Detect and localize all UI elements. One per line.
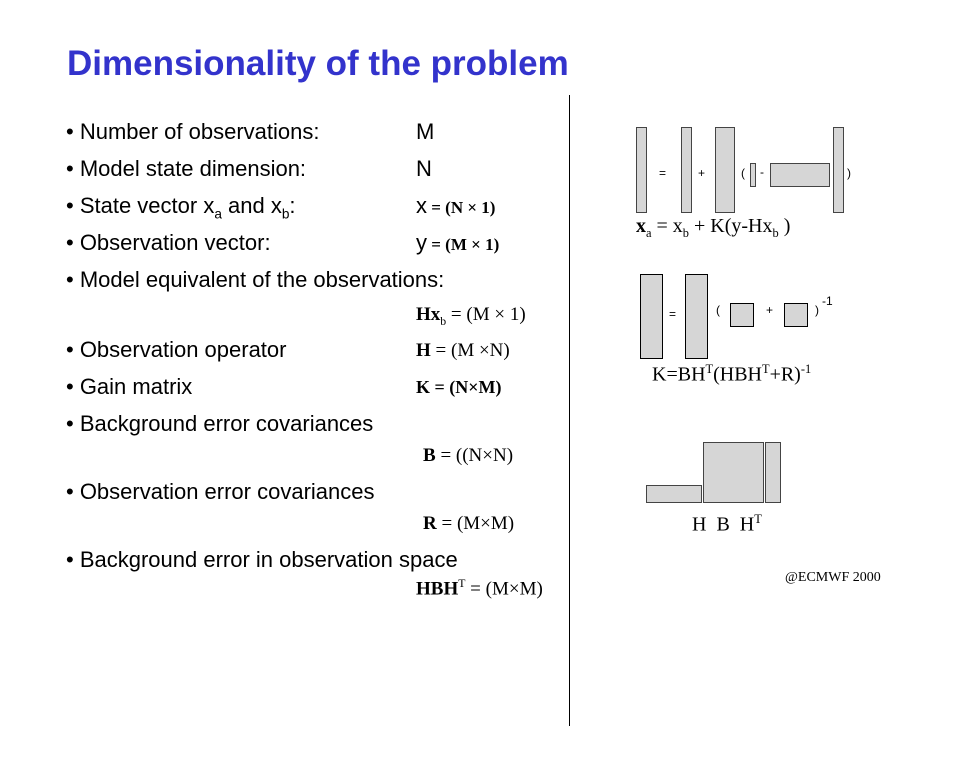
bullet-number-of-observations: • Number of observations: [66, 119, 320, 144]
bullet-model-equivalent: • Model equivalent of the observations: [66, 267, 445, 292]
matrix-k-2 [640, 274, 663, 359]
value-b: B = ((N×N) [423, 445, 514, 466]
op-equals: = [659, 166, 667, 180]
bullet-background-error-covariances: • Background error covariances [66, 411, 374, 436]
hbht-labels: H B $H^T$ [692, 512, 762, 536]
page-title: Dimensionality of the problem [67, 44, 569, 83]
matrix-hbht [730, 303, 754, 327]
value-m: M [416, 119, 435, 144]
gain-equation-text: $K=BH^T(HBH^T+R)^{-1}$ [652, 362, 812, 386]
op-lparen: ( [741, 166, 745, 180]
matrix-h-3 [646, 485, 702, 503]
matrix-bht [685, 274, 708, 359]
bullet-gain-matrix: • Gain matrix [66, 374, 193, 399]
value-h: H = (M ×N) [416, 340, 510, 361]
vector-y [750, 163, 756, 187]
bullet-observation-vector: • Observation vector: [66, 230, 271, 255]
value-k: K = (N×M) [416, 377, 502, 397]
value-n: N [416, 156, 432, 181]
value-x-dim: x = (N × 1) [416, 193, 496, 218]
bullet-observation-error-covariances: • Observation error covariances [66, 479, 375, 504]
value-r: R = (M×M) [423, 513, 515, 534]
matrix-ht-3 [765, 442, 781, 503]
value-hbht: $HBH^T = (M\times M)$ [416, 577, 543, 600]
op-rparen: ) [847, 166, 851, 180]
bullet-background-error-obs-space: • Background error in observation space [66, 547, 458, 572]
op-minus: - [760, 165, 764, 179]
bullet-state-vector: • State vector $x_a$ and $x_b$: [66, 193, 296, 222]
bullet-observation-operator: • Observation operator [66, 337, 287, 362]
matrix-xa [636, 127, 647, 213]
op-rparen-2: ) [815, 303, 819, 317]
value-hxb: $Hx_b = (M \times 1)$ [416, 304, 526, 328]
copyright: @ECMWF 2000 [785, 570, 881, 585]
op-plus-2: + [766, 303, 774, 317]
matrix-b-3 [703, 442, 764, 503]
op-inverse: -1 [822, 294, 833, 308]
op-lparen-2: ( [716, 303, 720, 317]
matrix-k [715, 127, 735, 213]
matrix-h [770, 163, 830, 187]
analysis-equation-text: $x_a = x_b + K(y-Hx_b$ ) [636, 215, 791, 240]
vector-xb-2 [833, 127, 844, 213]
bullet-model-state-dimension: • Model state dimension: [66, 156, 307, 181]
value-y-dim: y = (M × 1) [416, 230, 500, 255]
op-equals-2: = [669, 307, 677, 321]
matrix-xb [681, 127, 692, 213]
matrix-r [784, 303, 808, 327]
op-plus: + [698, 166, 706, 180]
column-divider [569, 95, 570, 726]
